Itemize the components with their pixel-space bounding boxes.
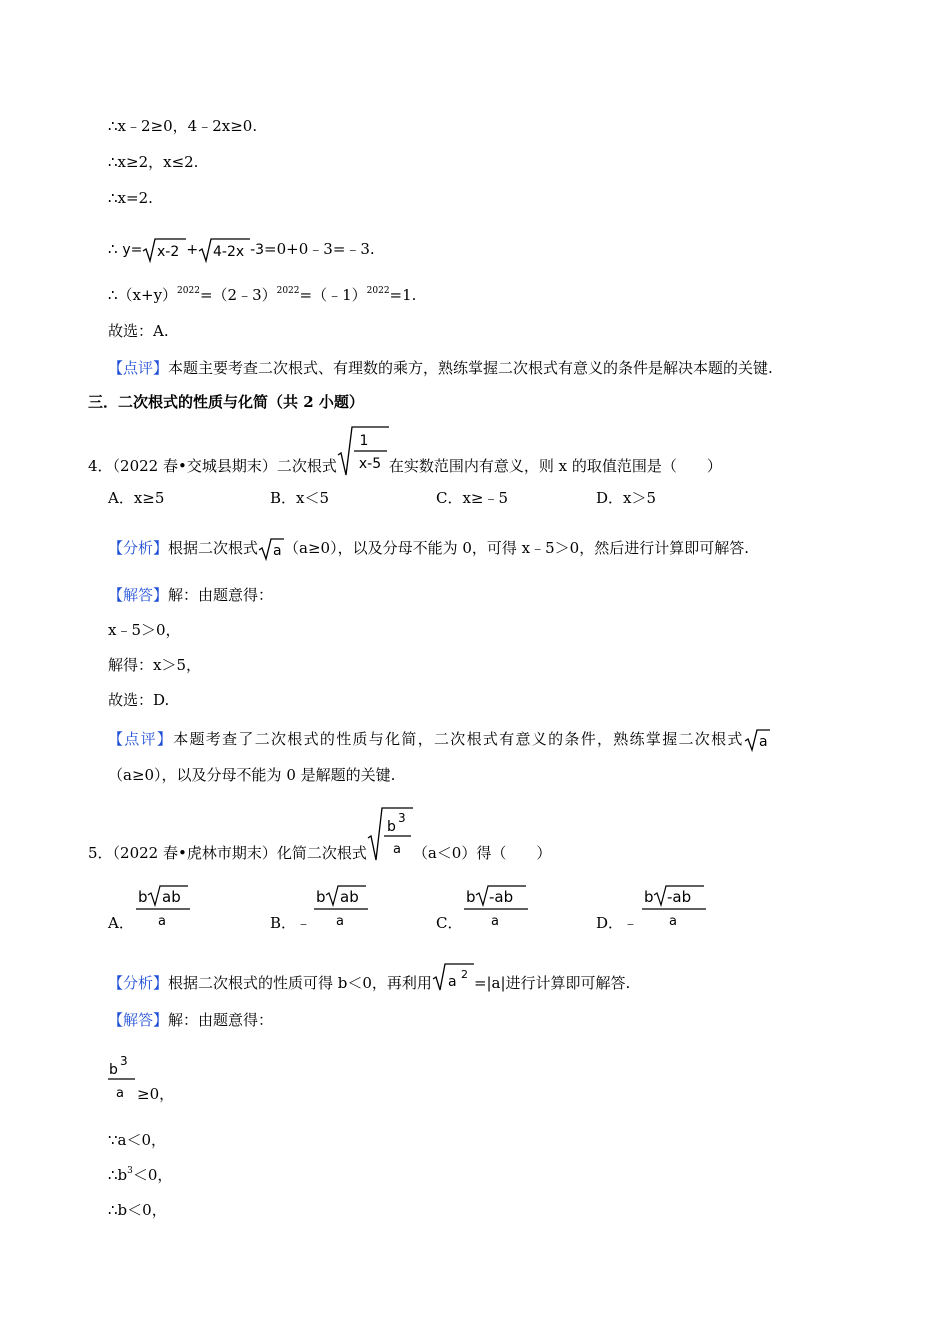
y-equals: y= bbox=[122, 242, 143, 258]
section-title: 三．二次根式的性质与化简（共 2 小题） bbox=[88, 393, 364, 411]
q4-option-a[interactable]: A．x≥5 bbox=[108, 489, 165, 507]
q5-step-2 bbox=[108, 1165, 172, 1185]
q4-frac-den: x-5 bbox=[358, 456, 381, 472]
radicand: ab bbox=[162, 888, 181, 906]
prev-line-4-result: =0+0﹣3=﹣3. bbox=[264, 240, 375, 258]
q5-frac-num-exp: 3 bbox=[397, 811, 406, 825]
q5-option-d-label: D．﹣ bbox=[596, 914, 639, 932]
q4-comment-text: 本题考查了二次根式的性质与化简，二次根式有意义的条件，熟练掌握二次根式 bbox=[173, 730, 744, 748]
prev-line-2: ∴x≥2，x≤2. bbox=[108, 153, 199, 171]
prev-comment bbox=[108, 358, 773, 378]
radicand: ab bbox=[340, 888, 359, 906]
den: a bbox=[491, 914, 499, 929]
sqrt-a bbox=[258, 537, 284, 561]
sqrt-a2-exp: 2 bbox=[460, 968, 468, 981]
q5-option-b-fraction bbox=[314, 885, 370, 931]
coef: b bbox=[316, 888, 326, 906]
q4-frac-num: 1 bbox=[359, 433, 369, 449]
q4-comment-cont: （a≥0），以及分母不能为 0 是解题的关键. bbox=[108, 766, 396, 784]
q5-step-2-post: ＜0， bbox=[132, 1166, 173, 1184]
q4-sqrt-fraction bbox=[337, 425, 389, 477]
q5-step-1: ∵a＜0， bbox=[108, 1131, 167, 1149]
den: a bbox=[158, 914, 166, 929]
minus-three: -3 bbox=[250, 242, 265, 258]
sqrt-x-minus-2 bbox=[142, 237, 186, 263]
therefore-symbol: ∴ bbox=[108, 240, 118, 258]
q5-analysis-post: =|a|进行计算即可解答. bbox=[473, 974, 631, 992]
q5-analysis-pre: 根据二次根式的性质可得 b＜0，再利用 bbox=[168, 974, 432, 992]
analysis-tag: 【分析】 bbox=[108, 539, 169, 557]
prev-line-6: 故选：A. bbox=[108, 322, 169, 340]
coef: b bbox=[644, 888, 654, 906]
q4-analysis-pre: 根据二次根式 bbox=[168, 539, 259, 557]
q5-option-c-fraction bbox=[464, 885, 530, 931]
q5-step-2-exp: 3 bbox=[127, 1166, 133, 1176]
sqrt-4-minus-2x bbox=[198, 237, 250, 263]
q5-stem-pre: 5．（2022 春•虎林市期末）化简二次根式 bbox=[88, 844, 367, 862]
sqrt-a2-base: a bbox=[447, 974, 457, 990]
sqrt-a-squared bbox=[432, 962, 474, 992]
prev-line-3: ∴x=2. bbox=[108, 189, 153, 207]
prev-line-5-b: =（2﹣3） bbox=[199, 286, 277, 304]
q5-analysis bbox=[108, 962, 630, 998]
q5-option-b-label: B．﹣ bbox=[270, 914, 312, 932]
q4-step-2: 解得：x＞5， bbox=[108, 656, 202, 674]
sqrt-a-comment bbox=[744, 728, 770, 752]
q4-option-c[interactable]: C．x≥﹣5 bbox=[436, 489, 509, 507]
exp-3: 2022 bbox=[366, 286, 390, 296]
q5-option-a-label: A． bbox=[108, 914, 134, 932]
radicand: -ab bbox=[489, 888, 514, 906]
comment-text: 本题主要考查二次根式、有理数的乘方，熟练掌握二次根式有意义的条件是解决本题的关键. bbox=[168, 359, 773, 377]
q4-stem-pre: 4．（2022 春•交城县期末）二次根式 bbox=[88, 457, 337, 475]
q5-option-d-fraction bbox=[642, 885, 708, 931]
q4-comment bbox=[108, 728, 770, 752]
q5-solve bbox=[108, 1010, 273, 1030]
analysis-tag: 【分析】 bbox=[108, 974, 169, 992]
q4-option-d[interactable]: D．x＞5 bbox=[596, 489, 657, 507]
den: a bbox=[669, 914, 677, 929]
prev-line-4 bbox=[108, 237, 375, 263]
plus-sign: + bbox=[186, 242, 199, 258]
q5-sqrt-fraction bbox=[367, 806, 413, 862]
exp-1: 2022 bbox=[177, 286, 200, 296]
coef: b bbox=[466, 888, 476, 906]
den: a bbox=[336, 914, 344, 929]
q5-stem bbox=[88, 806, 551, 886]
q4-solve bbox=[108, 585, 273, 605]
q5-fraction-post: ≥0， bbox=[137, 1085, 175, 1103]
q5-frac-den: a bbox=[392, 842, 401, 857]
q5-option-c-label: C． bbox=[436, 914, 463, 932]
q4-analysis-post: （a≥0），以及分母不能为 0，可得 x﹣5＞0，然后进行计算即可解答. bbox=[284, 539, 749, 557]
q4-step-1: x﹣5＞0， bbox=[108, 621, 181, 639]
q5-frac-num-base: b bbox=[386, 819, 396, 835]
prev-line-5-a: ∴（x+y） bbox=[108, 286, 178, 304]
q5-option-a-fraction bbox=[136, 885, 192, 931]
exp-2: 2022 bbox=[276, 286, 300, 296]
q4-analysis bbox=[108, 537, 749, 561]
prev-line-5-d: =1. bbox=[389, 286, 417, 304]
sqrt-a-radicand: a bbox=[273, 543, 282, 559]
q5-step-3: ∴b＜0， bbox=[108, 1201, 167, 1219]
q4-option-b[interactable]: B．x＜5 bbox=[270, 489, 330, 507]
prev-line-5 bbox=[108, 285, 416, 305]
q4-solve-text: 解：由题意得： bbox=[168, 586, 274, 604]
q5-solve-text: 解：由题意得： bbox=[168, 1011, 274, 1029]
comment-tag: 【点评】 bbox=[108, 730, 174, 748]
radicand: -ab bbox=[667, 888, 692, 906]
sqrt-radicand-2: 4-2x bbox=[213, 244, 245, 260]
f-num-exp: 3 bbox=[120, 1054, 128, 1068]
sqrt-a-comment-radicand: a bbox=[758, 734, 769, 750]
solve-tag: 【解答】 bbox=[108, 1011, 169, 1029]
q5-stem-post: （a＜0）得（ ） bbox=[412, 844, 552, 862]
prev-line-5-c: =（﹣1） bbox=[299, 286, 367, 304]
f-den: a bbox=[116, 1086, 124, 1100]
q4-stem-post: 在实数范围内有意义，则 x 的取值范围是（ ） bbox=[388, 457, 722, 475]
q4-step-3: 故选：D. bbox=[108, 691, 170, 709]
q5-b3-over-a bbox=[108, 1050, 138, 1100]
q5-step-2-pre: ∴b bbox=[108, 1166, 128, 1184]
sqrt-radicand-1: x-2 bbox=[157, 244, 180, 260]
solve-tag: 【解答】 bbox=[108, 586, 169, 604]
coef: b bbox=[138, 888, 148, 906]
comment-tag: 【点评】 bbox=[108, 359, 169, 377]
f-num-base: b bbox=[109, 1062, 118, 1078]
prev-line-1: ∴x﹣2≥0，4﹣2x≥0. bbox=[108, 117, 258, 135]
